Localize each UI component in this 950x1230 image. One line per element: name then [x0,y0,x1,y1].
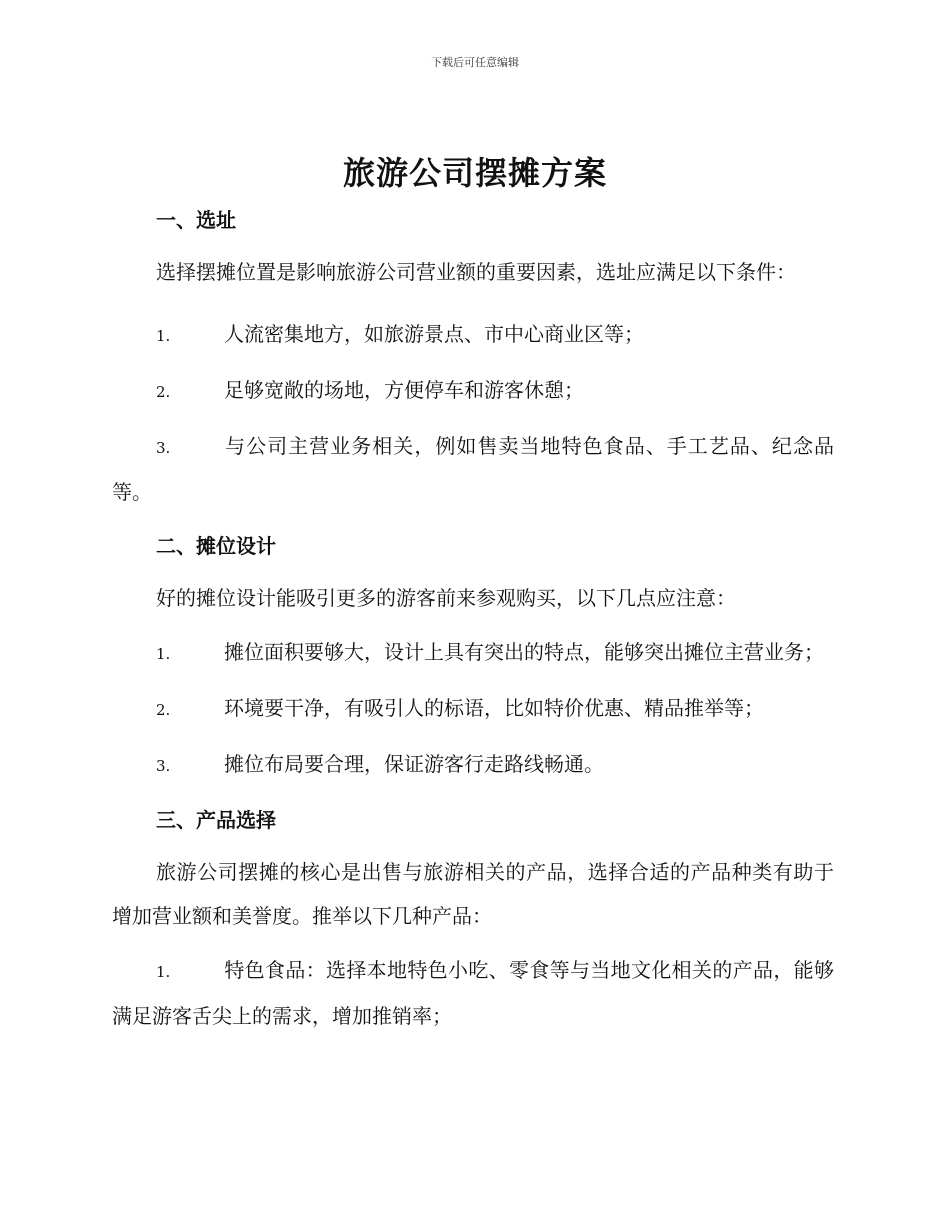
section-heading: 一、选址 [156,208,236,232]
section-product-selection [112,798,834,1040]
list-item [112,678,834,734]
list-item [112,360,834,416]
section-heading: 二、摊位设计 [156,534,276,558]
section-intro: 选择摆摊位置是影响旅游公司营业额的重要因素，选址应满足以下条件： [156,260,796,284]
list-item-text: 环境要干净，有吸引人的标语，比如特价优惠、精品推举等； [224,696,764,720]
list-item-text: 摊位布局要合理，保证游客行走路线畅通。 [224,752,604,776]
list-item-text: 与公司主营业务相关，例如售卖当地特色食品、手工艺品、纪念品等。 [112,434,834,504]
list-item-number: 2. [156,701,171,719]
section-intro: 旅游公司摆摊的核心是出售与旅游相关的产品，选择合适的产品种类有助于增加营业额和美誉度。推举以下几种产品： [112,860,834,928]
list-item [112,622,834,678]
list-item [112,416,834,516]
list-item [112,734,834,790]
section-booth-design [112,524,834,790]
list-item-text: 足够宽敞的场地，方便停车和游客休憩； [224,378,584,402]
list-item-number: 3. [156,439,171,457]
section-location [112,198,834,516]
list-item-number: 3. [156,757,171,775]
document-body [112,198,834,1040]
section-heading: 三、产品选择 [156,808,276,832]
list-item-text: 人流密集地方，如旅游景点、市中心商业区等； [224,322,644,346]
section-intro: 好的摊位设计能吸引更多的游客前来参观购买，以下几点应注意： [156,586,736,610]
list-item-text: 摊位面积要够大，设计上具有突出的特点，能够突出摊位主营业务； [224,640,824,664]
list-item-number: 1. [156,645,171,663]
list-item-number: 1. [156,963,171,981]
list-item-number: 1. [156,327,171,345]
list-item-text: 特色食品：选择本地特色小吃、零食等与当地文化相关的产品，能够满足游客舌尖上的需求，增加推销率； [112,958,834,1028]
list-item [112,940,834,1040]
header-note: 下载后可任意编辑 [431,56,519,69]
document-title: 旅游公司摆摊方案 [342,154,607,192]
list-item-number: 2. [156,383,171,401]
list-item [112,304,834,360]
